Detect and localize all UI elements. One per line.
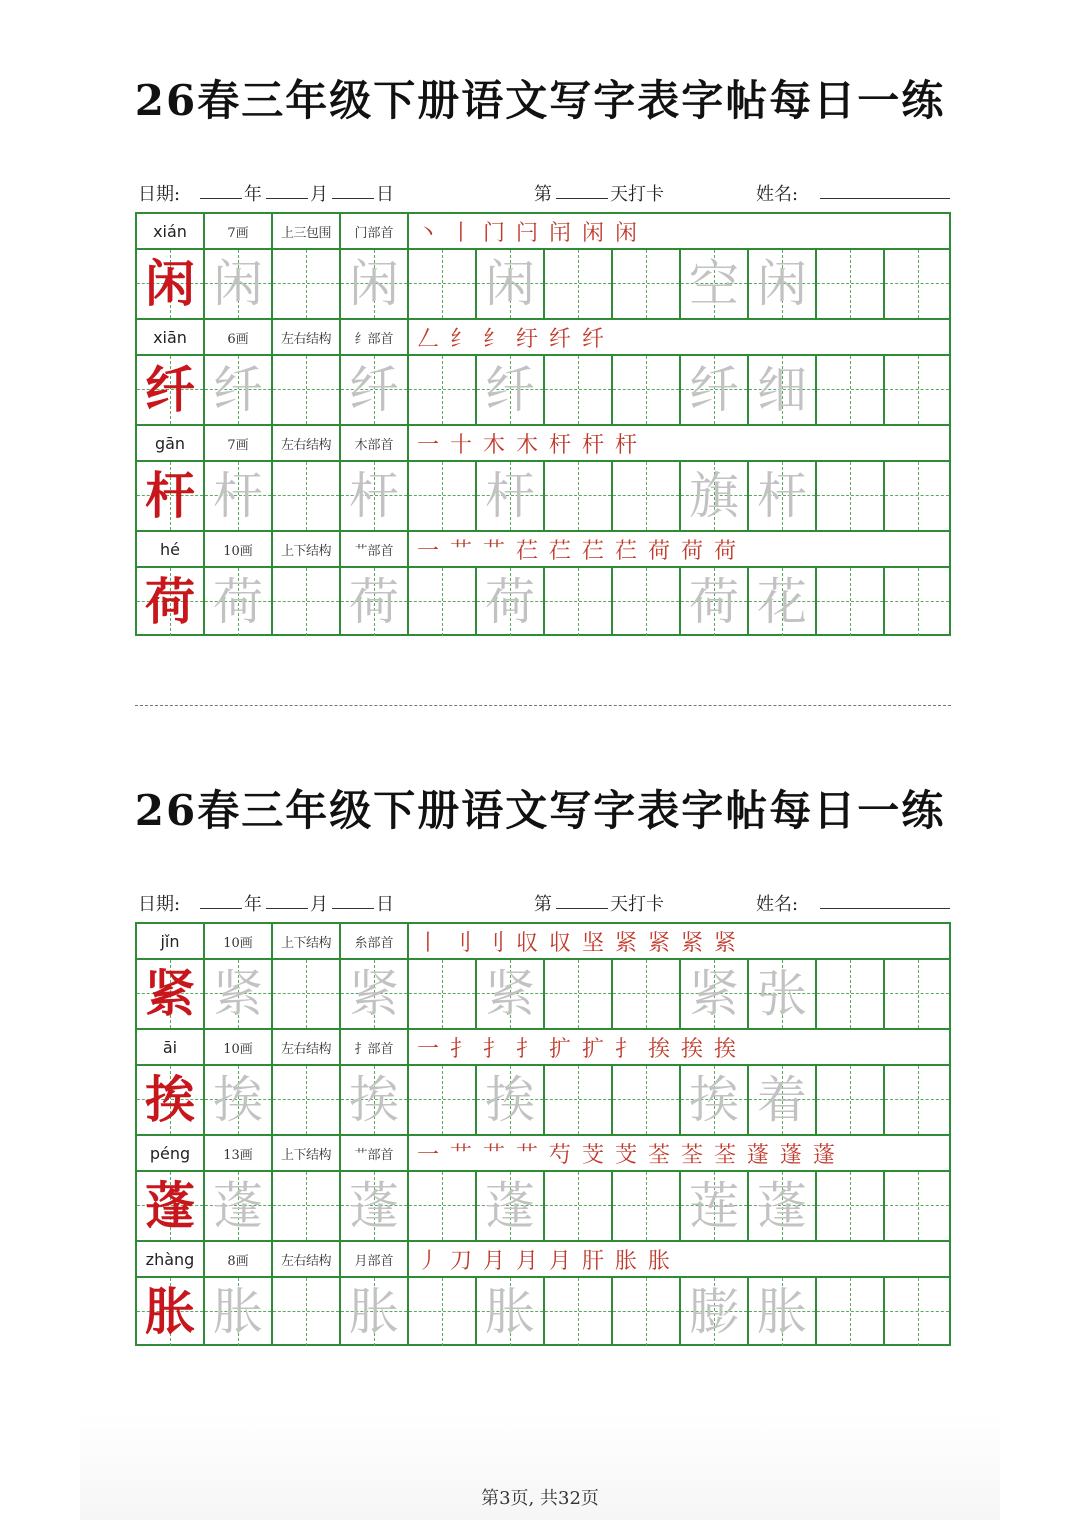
structure-label: 上下结构 xyxy=(273,924,341,958)
trace-char: 纤 xyxy=(485,361,535,419)
writing-box[interactable] xyxy=(409,568,477,636)
day-field[interactable] xyxy=(332,890,374,909)
writing-box[interactable] xyxy=(681,356,749,424)
pinyin-label: jǐn xyxy=(137,924,205,958)
writing-box[interactable] xyxy=(613,1066,681,1134)
writing-box[interactable] xyxy=(341,1172,409,1240)
writing-box[interactable] xyxy=(409,960,477,1028)
info-row xyxy=(136,890,952,920)
model-char-box xyxy=(137,462,205,530)
writing-box[interactable] xyxy=(409,462,477,530)
trace-char: 膨 xyxy=(689,1283,739,1341)
writing-box[interactable] xyxy=(885,1278,949,1346)
model-char: 胀 xyxy=(145,1282,195,1341)
model-char-box xyxy=(137,1066,205,1134)
sheet-separator xyxy=(135,705,951,706)
trace-char: 空 xyxy=(689,255,739,313)
structure-label: 上三包围 xyxy=(273,214,341,248)
writing-box[interactable] xyxy=(273,1066,341,1134)
char-info-row xyxy=(137,1136,949,1172)
writing-box[interactable] xyxy=(477,960,545,1028)
year-label: 年 xyxy=(244,184,262,205)
writing-box[interactable] xyxy=(409,1066,477,1134)
model-char-box xyxy=(137,356,205,424)
writing-box[interactable] xyxy=(341,960,409,1028)
writing-box[interactable] xyxy=(409,1172,477,1240)
writing-box[interactable] xyxy=(817,1066,885,1134)
trace-char: 纤 xyxy=(689,361,739,419)
writing-box[interactable] xyxy=(477,462,545,530)
trace-char: 紧 xyxy=(485,965,535,1023)
writing-box[interactable] xyxy=(409,1278,477,1346)
trace-char: 闲 xyxy=(757,255,807,313)
stroke-count: 10画 xyxy=(205,532,273,566)
pinyin-label: péng xyxy=(137,1136,205,1170)
writing-box[interactable] xyxy=(205,1066,273,1134)
writing-box[interactable] xyxy=(273,1278,341,1346)
writing-box[interactable] xyxy=(613,568,681,636)
writing-box[interactable] xyxy=(545,1172,613,1240)
writing-box[interactable] xyxy=(749,250,817,318)
writing-box[interactable] xyxy=(885,462,949,530)
trace-char: 蓬 xyxy=(485,1177,535,1235)
writing-box[interactable] xyxy=(613,250,681,318)
writing-box[interactable] xyxy=(545,568,613,636)
writing-box[interactable] xyxy=(749,1066,817,1134)
trace-char: 胀 xyxy=(485,1283,535,1341)
writing-box[interactable] xyxy=(341,1278,409,1346)
char-info-row xyxy=(137,214,949,250)
stroke-order: 𠃋 纟 纟 纡 纤 纤 xyxy=(417,326,606,352)
writing-box[interactable] xyxy=(681,250,749,318)
trace-char: 闲 xyxy=(213,255,263,313)
year-field[interactable] xyxy=(200,890,242,909)
radical-label: 月部首 xyxy=(341,1242,409,1276)
stroke-order: 一 十 木 木 杆 杆 杆 xyxy=(417,432,639,458)
trace-char: 细 xyxy=(757,361,807,419)
trace-char: 紧 xyxy=(689,965,739,1023)
writing-box[interactable] xyxy=(341,356,409,424)
sheet-title: 26春三年级下册语文写字表字帖每日一练 xyxy=(134,76,946,125)
model-char-box xyxy=(137,250,205,318)
day-count-field[interactable] xyxy=(556,180,608,199)
practice-row xyxy=(137,1172,949,1242)
writing-box[interactable] xyxy=(613,960,681,1028)
day-count-field[interactable] xyxy=(556,890,608,909)
radical-label: 艹部首 xyxy=(341,1136,409,1170)
trace-char: 旗 xyxy=(689,467,739,525)
model-char-box xyxy=(137,960,205,1028)
stroke-count: 7画 xyxy=(205,214,273,248)
char-info-row xyxy=(137,532,949,568)
writing-box[interactable] xyxy=(273,356,341,424)
trace-char: 挨 xyxy=(213,1071,263,1129)
trace-char: 着 xyxy=(757,1071,807,1129)
stroke-count: 6画 xyxy=(205,320,273,354)
radical-label: 木部首 xyxy=(341,426,409,460)
trace-char: 张 xyxy=(757,965,807,1023)
char-info-row xyxy=(137,320,949,356)
writing-box[interactable] xyxy=(545,1066,613,1134)
writing-box[interactable] xyxy=(477,568,545,636)
pinyin-label: xián xyxy=(137,214,205,248)
stroke-order: 丶 丨 门 闩 闬 闲 闲 xyxy=(417,220,639,246)
writing-box[interactable] xyxy=(545,462,613,530)
writing-box[interactable] xyxy=(885,1066,949,1134)
stroke-count: 13画 xyxy=(205,1136,273,1170)
pinyin-label: āi xyxy=(137,1030,205,1064)
writing-box[interactable] xyxy=(205,1278,273,1346)
stroke-order: 丨 刂 刂 収 収 坚 紧 紧 紧 紧 xyxy=(417,930,738,956)
writing-box[interactable] xyxy=(205,960,273,1028)
name-field[interactable] xyxy=(820,890,950,909)
structure-label: 左右结构 xyxy=(273,426,341,460)
practice-row xyxy=(137,1278,949,1348)
practice-row xyxy=(137,1066,949,1136)
trace-char: 杆 xyxy=(349,467,399,525)
trace-char: 紧 xyxy=(213,965,263,1023)
trace-char: 纤 xyxy=(213,361,263,419)
writing-box[interactable] xyxy=(817,960,885,1028)
writing-box[interactable] xyxy=(341,568,409,636)
model-char: 闲 xyxy=(145,254,195,313)
trace-char: 蓬 xyxy=(757,1177,807,1235)
stroke-count: 10画 xyxy=(205,1030,273,1064)
model-char: 蓬 xyxy=(145,1176,195,1235)
structure-label: 左右结构 xyxy=(273,1030,341,1064)
trace-char: 挨 xyxy=(689,1071,739,1129)
writing-box[interactable] xyxy=(273,250,341,318)
trace-char: 挨 xyxy=(485,1071,535,1129)
info-row xyxy=(136,180,952,210)
writing-box[interactable] xyxy=(477,1172,545,1240)
writing-box[interactable] xyxy=(545,356,613,424)
trace-char: 莲 xyxy=(689,1177,739,1235)
trace-char: 闲 xyxy=(349,255,399,313)
trace-char: 蓬 xyxy=(349,1177,399,1235)
writing-box[interactable] xyxy=(817,568,885,636)
writing-box[interactable] xyxy=(749,960,817,1028)
model-char: 挨 xyxy=(145,1070,195,1129)
writing-box[interactable] xyxy=(817,1172,885,1240)
trace-char: 杆 xyxy=(485,467,535,525)
sheet-title: 26春三年级下册语文写字表字帖每日一练 xyxy=(134,786,946,835)
day-prefix-label: 第 xyxy=(534,894,552,915)
writing-box[interactable] xyxy=(613,1278,681,1346)
writing-box[interactable] xyxy=(205,462,273,530)
practice-row xyxy=(137,250,949,320)
year-field[interactable] xyxy=(200,180,242,199)
stroke-order: 一 扌 扌 扌 扩 扩 扌 挨 挨 挨 xyxy=(417,1036,738,1062)
day-suffix-label: 天打卡 xyxy=(610,184,664,205)
model-char: 杆 xyxy=(145,466,195,525)
structure-label: 上下结构 xyxy=(273,532,341,566)
name-label: 姓名: xyxy=(756,184,799,205)
writing-box[interactable] xyxy=(341,250,409,318)
stroke-count: 7画 xyxy=(205,426,273,460)
model-char-box xyxy=(137,1278,205,1346)
page-footer: 第3页, 共32页 xyxy=(481,1488,599,1509)
pinyin-label: hé xyxy=(137,532,205,566)
char-info-row xyxy=(137,426,949,462)
trace-char: 花 xyxy=(757,573,807,631)
writing-box[interactable] xyxy=(341,462,409,530)
trace-char: 胀 xyxy=(213,1283,263,1341)
stroke-order: 一 艹 艹 芢 芢 芢 芢 荷 荷 荷 xyxy=(417,538,738,564)
model-char: 紧 xyxy=(145,964,195,1023)
practice-grid xyxy=(135,922,951,1346)
trace-char: 荷 xyxy=(689,573,739,631)
writing-box[interactable] xyxy=(545,250,613,318)
month-label: 月 xyxy=(310,184,328,205)
stroke-count: 8画 xyxy=(205,1242,273,1276)
writing-box[interactable] xyxy=(409,356,477,424)
writing-box[interactable] xyxy=(273,568,341,636)
structure-label: 左右结构 xyxy=(273,320,341,354)
practice-row xyxy=(137,462,949,532)
writing-box[interactable] xyxy=(205,1172,273,1240)
writing-box[interactable] xyxy=(273,960,341,1028)
writing-box[interactable] xyxy=(817,1278,885,1346)
writing-box[interactable] xyxy=(817,250,885,318)
writing-box[interactable] xyxy=(681,960,749,1028)
writing-box[interactable] xyxy=(749,462,817,530)
writing-box[interactable] xyxy=(545,960,613,1028)
trace-char: 胀 xyxy=(757,1283,807,1341)
practice-row xyxy=(137,960,949,1030)
writing-box[interactable] xyxy=(885,1172,949,1240)
trace-char: 杆 xyxy=(213,467,263,525)
writing-box[interactable] xyxy=(817,462,885,530)
char-info-row xyxy=(137,924,949,960)
month-field[interactable] xyxy=(266,890,308,909)
writing-box[interactable] xyxy=(749,356,817,424)
writing-box[interactable] xyxy=(477,356,545,424)
year-label: 年 xyxy=(244,894,262,915)
radical-label: 艹部首 xyxy=(341,532,409,566)
trace-char: 荷 xyxy=(485,573,535,631)
radical-label: 糸部首 xyxy=(341,924,409,958)
writing-box[interactable] xyxy=(545,1278,613,1346)
model-char: 纤 xyxy=(145,360,195,419)
writing-box[interactable] xyxy=(613,356,681,424)
writing-box[interactable] xyxy=(817,356,885,424)
writing-box[interactable] xyxy=(885,356,949,424)
trace-char: 胀 xyxy=(349,1283,399,1341)
month-label: 月 xyxy=(310,894,328,915)
stroke-count: 10画 xyxy=(205,924,273,958)
model-char-box xyxy=(137,1172,205,1240)
writing-box[interactable] xyxy=(477,1278,545,1346)
date-label: 日期: xyxy=(138,184,181,205)
trace-char: 挨 xyxy=(349,1071,399,1129)
name-field[interactable] xyxy=(820,180,950,199)
trace-char: 杆 xyxy=(757,467,807,525)
writing-box[interactable] xyxy=(681,568,749,636)
char-info-row xyxy=(137,1242,949,1278)
trace-char: 荷 xyxy=(349,573,399,631)
writing-box[interactable] xyxy=(681,462,749,530)
trace-char: 闲 xyxy=(485,255,535,313)
pinyin-label: gān xyxy=(137,426,205,460)
trace-char: 纤 xyxy=(349,361,399,419)
writing-box[interactable] xyxy=(273,1172,341,1240)
month-field[interactable] xyxy=(266,180,308,199)
writing-box[interactable] xyxy=(749,1172,817,1240)
writing-box[interactable] xyxy=(205,250,273,318)
name-label: 姓名: xyxy=(756,894,799,915)
stroke-order: 丿 刀 月 月 月 肝 胀 胀 xyxy=(417,1248,672,1274)
writing-box[interactable] xyxy=(885,960,949,1028)
trace-char: 蓬 xyxy=(213,1177,263,1235)
structure-label: 左右结构 xyxy=(273,1242,341,1276)
radical-label: 门部首 xyxy=(341,214,409,248)
char-info-row xyxy=(137,1030,949,1066)
model-char: 荷 xyxy=(145,572,195,631)
trace-char: 荷 xyxy=(213,573,263,631)
pinyin-label: xiān xyxy=(137,320,205,354)
writing-box[interactable] xyxy=(749,568,817,636)
writing-box[interactable] xyxy=(477,250,545,318)
writing-box[interactable] xyxy=(205,568,273,636)
writing-box[interactable] xyxy=(681,1172,749,1240)
writing-box[interactable] xyxy=(681,1278,749,1346)
day-label: 日 xyxy=(376,894,394,915)
writing-box[interactable] xyxy=(341,1066,409,1134)
radical-label: 扌部首 xyxy=(341,1030,409,1064)
model-char-box xyxy=(137,568,205,636)
writing-box[interactable] xyxy=(613,1172,681,1240)
writing-box[interactable] xyxy=(409,250,477,318)
practice-row xyxy=(137,568,949,638)
day-label: 日 xyxy=(376,184,394,205)
day-suffix-label: 天打卡 xyxy=(610,894,664,915)
day-field[interactable] xyxy=(332,180,374,199)
radical-label: 纟部首 xyxy=(341,320,409,354)
practice-row xyxy=(137,356,949,426)
writing-box[interactable] xyxy=(477,1066,545,1134)
practice-grid xyxy=(135,212,951,636)
writing-box[interactable] xyxy=(613,462,681,530)
date-label: 日期: xyxy=(138,894,181,915)
trace-char: 紧 xyxy=(349,965,399,1023)
structure-label: 上下结构 xyxy=(273,1136,341,1170)
writing-box[interactable] xyxy=(885,250,949,318)
stroke-order: 一 艹 艹 艹 芍 芠 芠 荃 荃 荃 蓬 蓬 蓬 xyxy=(417,1142,837,1168)
pinyin-label: zhàng xyxy=(137,1242,205,1276)
writing-box[interactable] xyxy=(749,1278,817,1346)
writing-box[interactable] xyxy=(205,356,273,424)
writing-box[interactable] xyxy=(885,568,949,636)
writing-box[interactable] xyxy=(681,1066,749,1134)
day-prefix-label: 第 xyxy=(534,184,552,205)
writing-box[interactable] xyxy=(273,462,341,530)
